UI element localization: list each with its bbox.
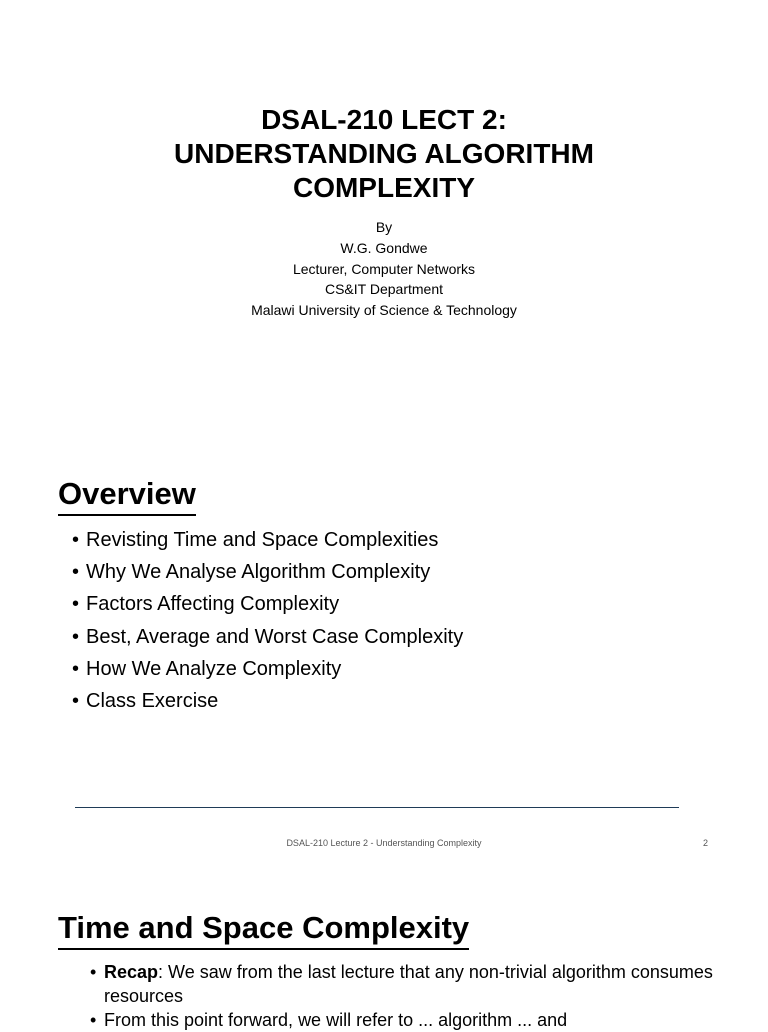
overview-list — [72, 526, 463, 719]
bullet-icon: • — [72, 561, 80, 584]
list-item — [72, 558, 463, 590]
list-item — [90, 1008, 730, 1032]
slide-title-line-2: UNDERSTANDING ALGORITHM — [174, 138, 594, 169]
byline-author: W.G. Gondwe — [340, 239, 428, 256]
list-item — [72, 655, 463, 687]
time-space-heading: Time and Space Complexity — [58, 908, 469, 950]
byline-department: CS&IT Department — [324, 281, 443, 298]
bullet-icon: • — [72, 529, 80, 551]
list-item-text: Class Exercise — [86, 689, 219, 712]
page-number: 2 — [703, 838, 709, 848]
list-item — [72, 687, 463, 719]
recap-label: Recap — [104, 962, 159, 982]
list-item — [72, 590, 463, 622]
bullet-icon: • — [72, 625, 80, 648]
list-item-text: From this point forward, we will refer to ... algorithm ... and — [104, 1010, 568, 1030]
byline-role: Lecturer, Computer Networks — [292, 260, 476, 277]
bullet-icon: • — [90, 962, 97, 982]
bullet-icon: • — [72, 689, 80, 712]
bullet-icon: • — [72, 593, 80, 616]
time-space-body — [90, 960, 730, 1032]
slide-title-line-1: DSAL-210 LECT 2: — [261, 104, 507, 135]
list-item-text: Factors Affecting Complexity — [86, 593, 340, 616]
byline-by: By — [375, 219, 393, 235]
slide-title — [0, 103, 768, 205]
footer-divider — [75, 807, 679, 808]
list-item — [90, 960, 730, 1008]
recap-text: : We saw from the last lecture that any non-trivial algorithm consumes resources — [104, 962, 713, 1006]
list-item-text: Why We Analyse Algorithm Complexity — [86, 561, 431, 584]
list-item — [72, 623, 463, 655]
list-item-text: Best, Average and Worst Case Complexity — [86, 625, 464, 648]
list-item-text: Revisting Time and Space Complexities — [86, 529, 439, 551]
bullet-icon: • — [72, 657, 80, 680]
byline-university: Malawi University of Science & Technology — [251, 302, 517, 319]
bullet-icon: • — [90, 1010, 97, 1030]
slide-footer: DSAL-210 Lecture 2 - Understanding Complexity — [286, 838, 482, 848]
list-item-text: How We Analyze Complexity — [86, 657, 342, 680]
overview-heading: Overview — [58, 474, 196, 516]
slide-title-line-3: COMPLEXITY — [292, 172, 475, 203]
list-item — [72, 526, 463, 558]
author-byline — [0, 217, 768, 321]
